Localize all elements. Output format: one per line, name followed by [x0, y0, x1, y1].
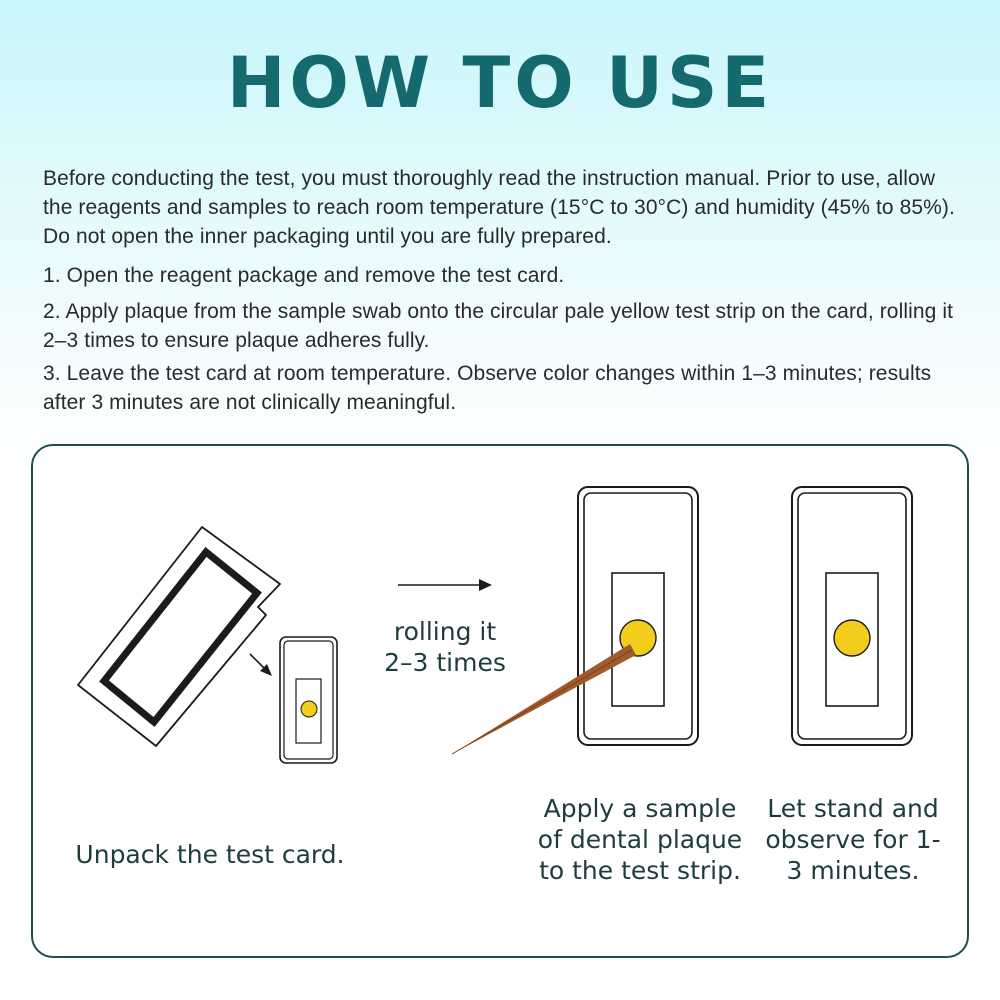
rolling-label-line-1: rolling it [393, 617, 497, 646]
arrow-icon [398, 579, 492, 591]
test-card-icon [280, 637, 337, 763]
step-3-text: 3. Leave the test card at room temperature. Observe color changes within 1–3 minutes; results after 3 minutes are not clinically meaningful. [43, 362, 932, 414]
reagent-package-icon [78, 527, 280, 746]
arrow-icon [250, 654, 272, 676]
rolling-label [370, 616, 520, 678]
intro-paragraph: Before conducting the test, you must thoroughly read the instruction manual. Prior to use, allow the reagents and samples to reach room temperature (15°C to 30°C) and humidity (45% to 85%). Do not open the inner packaging until you are fully prepared. [43, 167, 955, 248]
caption-apply: Apply a sample of dental plaque to the test strip. [537, 794, 743, 885]
page-title: HOW TO USE [226, 42, 774, 124]
test-card-icon [792, 487, 912, 745]
test-card-icon [578, 487, 698, 745]
step-1-text: 1. Open the reagent package and remove the test card. [43, 264, 565, 287]
caption-unpack: Unpack the test card. [75, 840, 345, 869]
caption-observe: Let stand and observe for 1-3 minutes. [765, 794, 941, 885]
step-2-text: 2. Apply plaque from the sample swab onto the circular pale yellow test strip on the card, rolling it 2–3 times to ensure plaque adheres fully. [43, 300, 954, 352]
rolling-label-line-2: 2–3 times [384, 648, 506, 677]
